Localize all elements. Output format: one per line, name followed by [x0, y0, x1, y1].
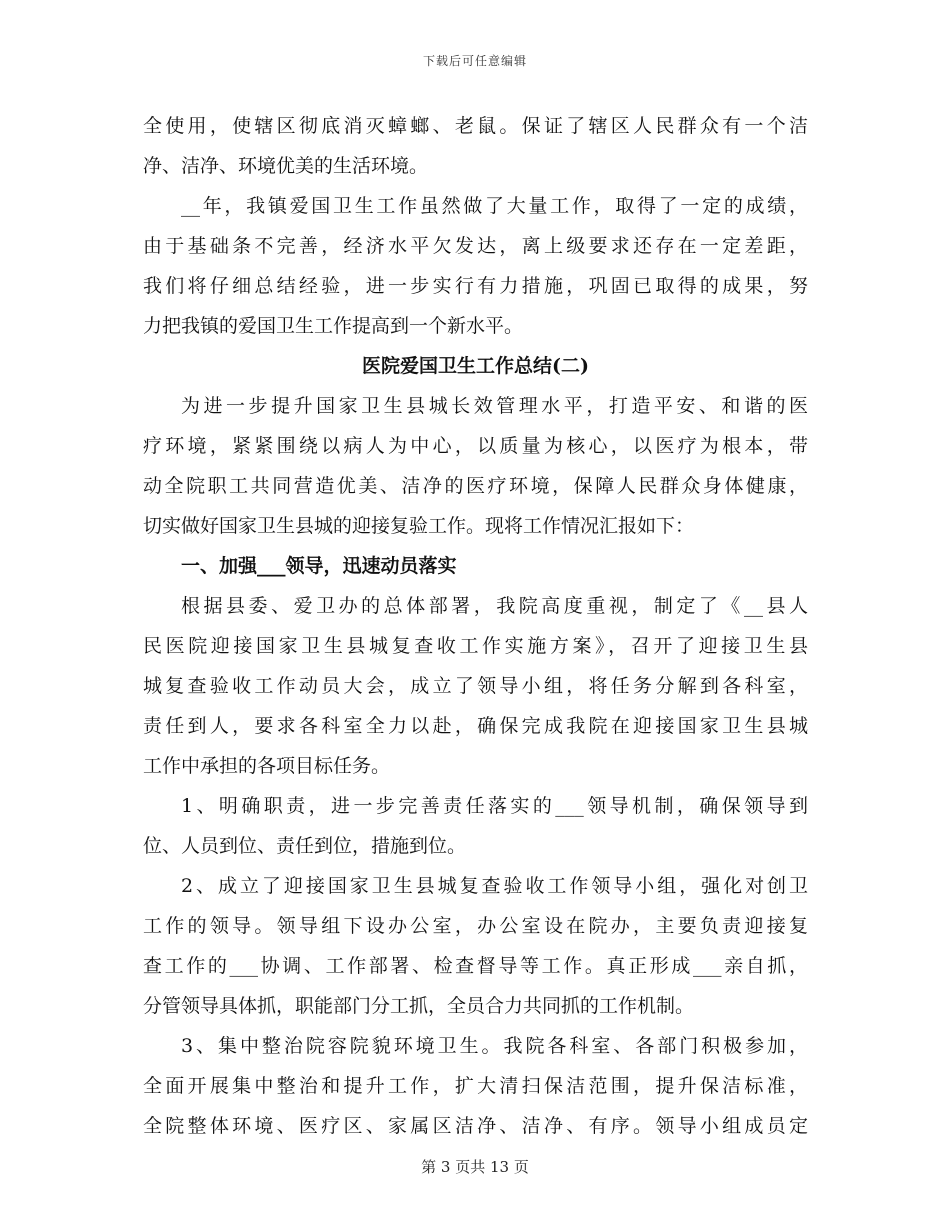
- text-line: 位、人员到位、责任到位，措施到位。: [143, 835, 467, 857]
- page-header: 下载后可任意编辑: [422, 54, 527, 68]
- text-line: 工作的领导。领导组下设办公室，办公室设在院办，主要负责迎接复: [143, 915, 808, 937]
- text-line: 3、集中整治院容院貌环境卫生。我院各科室、各部门积极参加，: [181, 1035, 808, 1057]
- text-line: 我们将仔细总结经验，进一步实行有力措施，巩固已取得的成果，努: [143, 275, 808, 297]
- text-line: 民医院迎接国家卫生县城复查收工作实施方案》，召开了迎接卫生县: [143, 635, 808, 657]
- text-line: 切实做好国家卫生县城的迎接复验工作。现将工作情况汇报如下：: [143, 515, 695, 537]
- text-line: 分管领导具体抓，职能部门分工抓，全员合力共同抓的工作机制。: [143, 995, 695, 1017]
- text-line: 查工作的___协调、工作部署、检查督导等工作。真正形成___亲自抓，: [143, 955, 808, 977]
- document-body: [143, 106, 808, 1146]
- text-line: 根据县委、爱卫办的总体部署，我院高度重视，制定了《__县人: [181, 595, 808, 617]
- text-line: __年，我镇爱国卫生工作虽然做了大量工作，取得了一定的成绩，: [181, 195, 808, 217]
- text-line: 全院整体环境、医疗区、家属区洁净、洁净、有序。领导小组成员定: [143, 1115, 808, 1137]
- text-line: 工作中承担的各项目标任务。: [143, 755, 391, 777]
- text-line: 全使用，使辖区彻底消灭蟑螂、老鼠。保证了辖区人民群众有一个洁: [143, 115, 808, 137]
- text-line: 为进一步提升国家卫生县城长效管理水平，打造平安、和谐的医: [181, 395, 808, 417]
- text-line: 2、成立了迎接国家卫生县城复查验收工作领导小组，强化对创卫: [181, 875, 808, 897]
- text-line: 疗环境，紧紧围绕以病人为中心，以质量为核心，以医疗为根本，带: [143, 435, 808, 457]
- text-line: 城复查验收工作动员大会，成立了领导小组，将任务分解到各科室，: [143, 675, 808, 697]
- section-heading: 一、加强___领导，迅速动员落实: [181, 555, 457, 577]
- text-line: 净、洁净、环境优美的生活环境。: [143, 155, 429, 177]
- text-line: 动全院职工共同营造优美、洁净的医疗环境，保障人民群众身体健康，: [143, 475, 808, 497]
- text-line: 责任到人，要求各科室全力以赴，确保完成我院在迎接国家卫生县城: [143, 715, 808, 737]
- text-line: 由于基础条不完善，经济水平欠发达，离上级要求还存在一定差距，: [143, 235, 808, 257]
- section-heading: 医院爱国卫生工作总结(二): [362, 355, 589, 377]
- text-line: 1、明确职责，进一步完善责任落实的___领导机制，确保领导到: [181, 795, 808, 817]
- text-line: 全面开展集中整治和提升工作，扩大清扫保洁范围，提升保洁标准，: [143, 1075, 808, 1097]
- page-number-footer: 第 3 页共 13 页: [421, 1158, 529, 1176]
- text-line: 力把我镇的爱国卫生工作提高到一个新水平。: [143, 315, 524, 337]
